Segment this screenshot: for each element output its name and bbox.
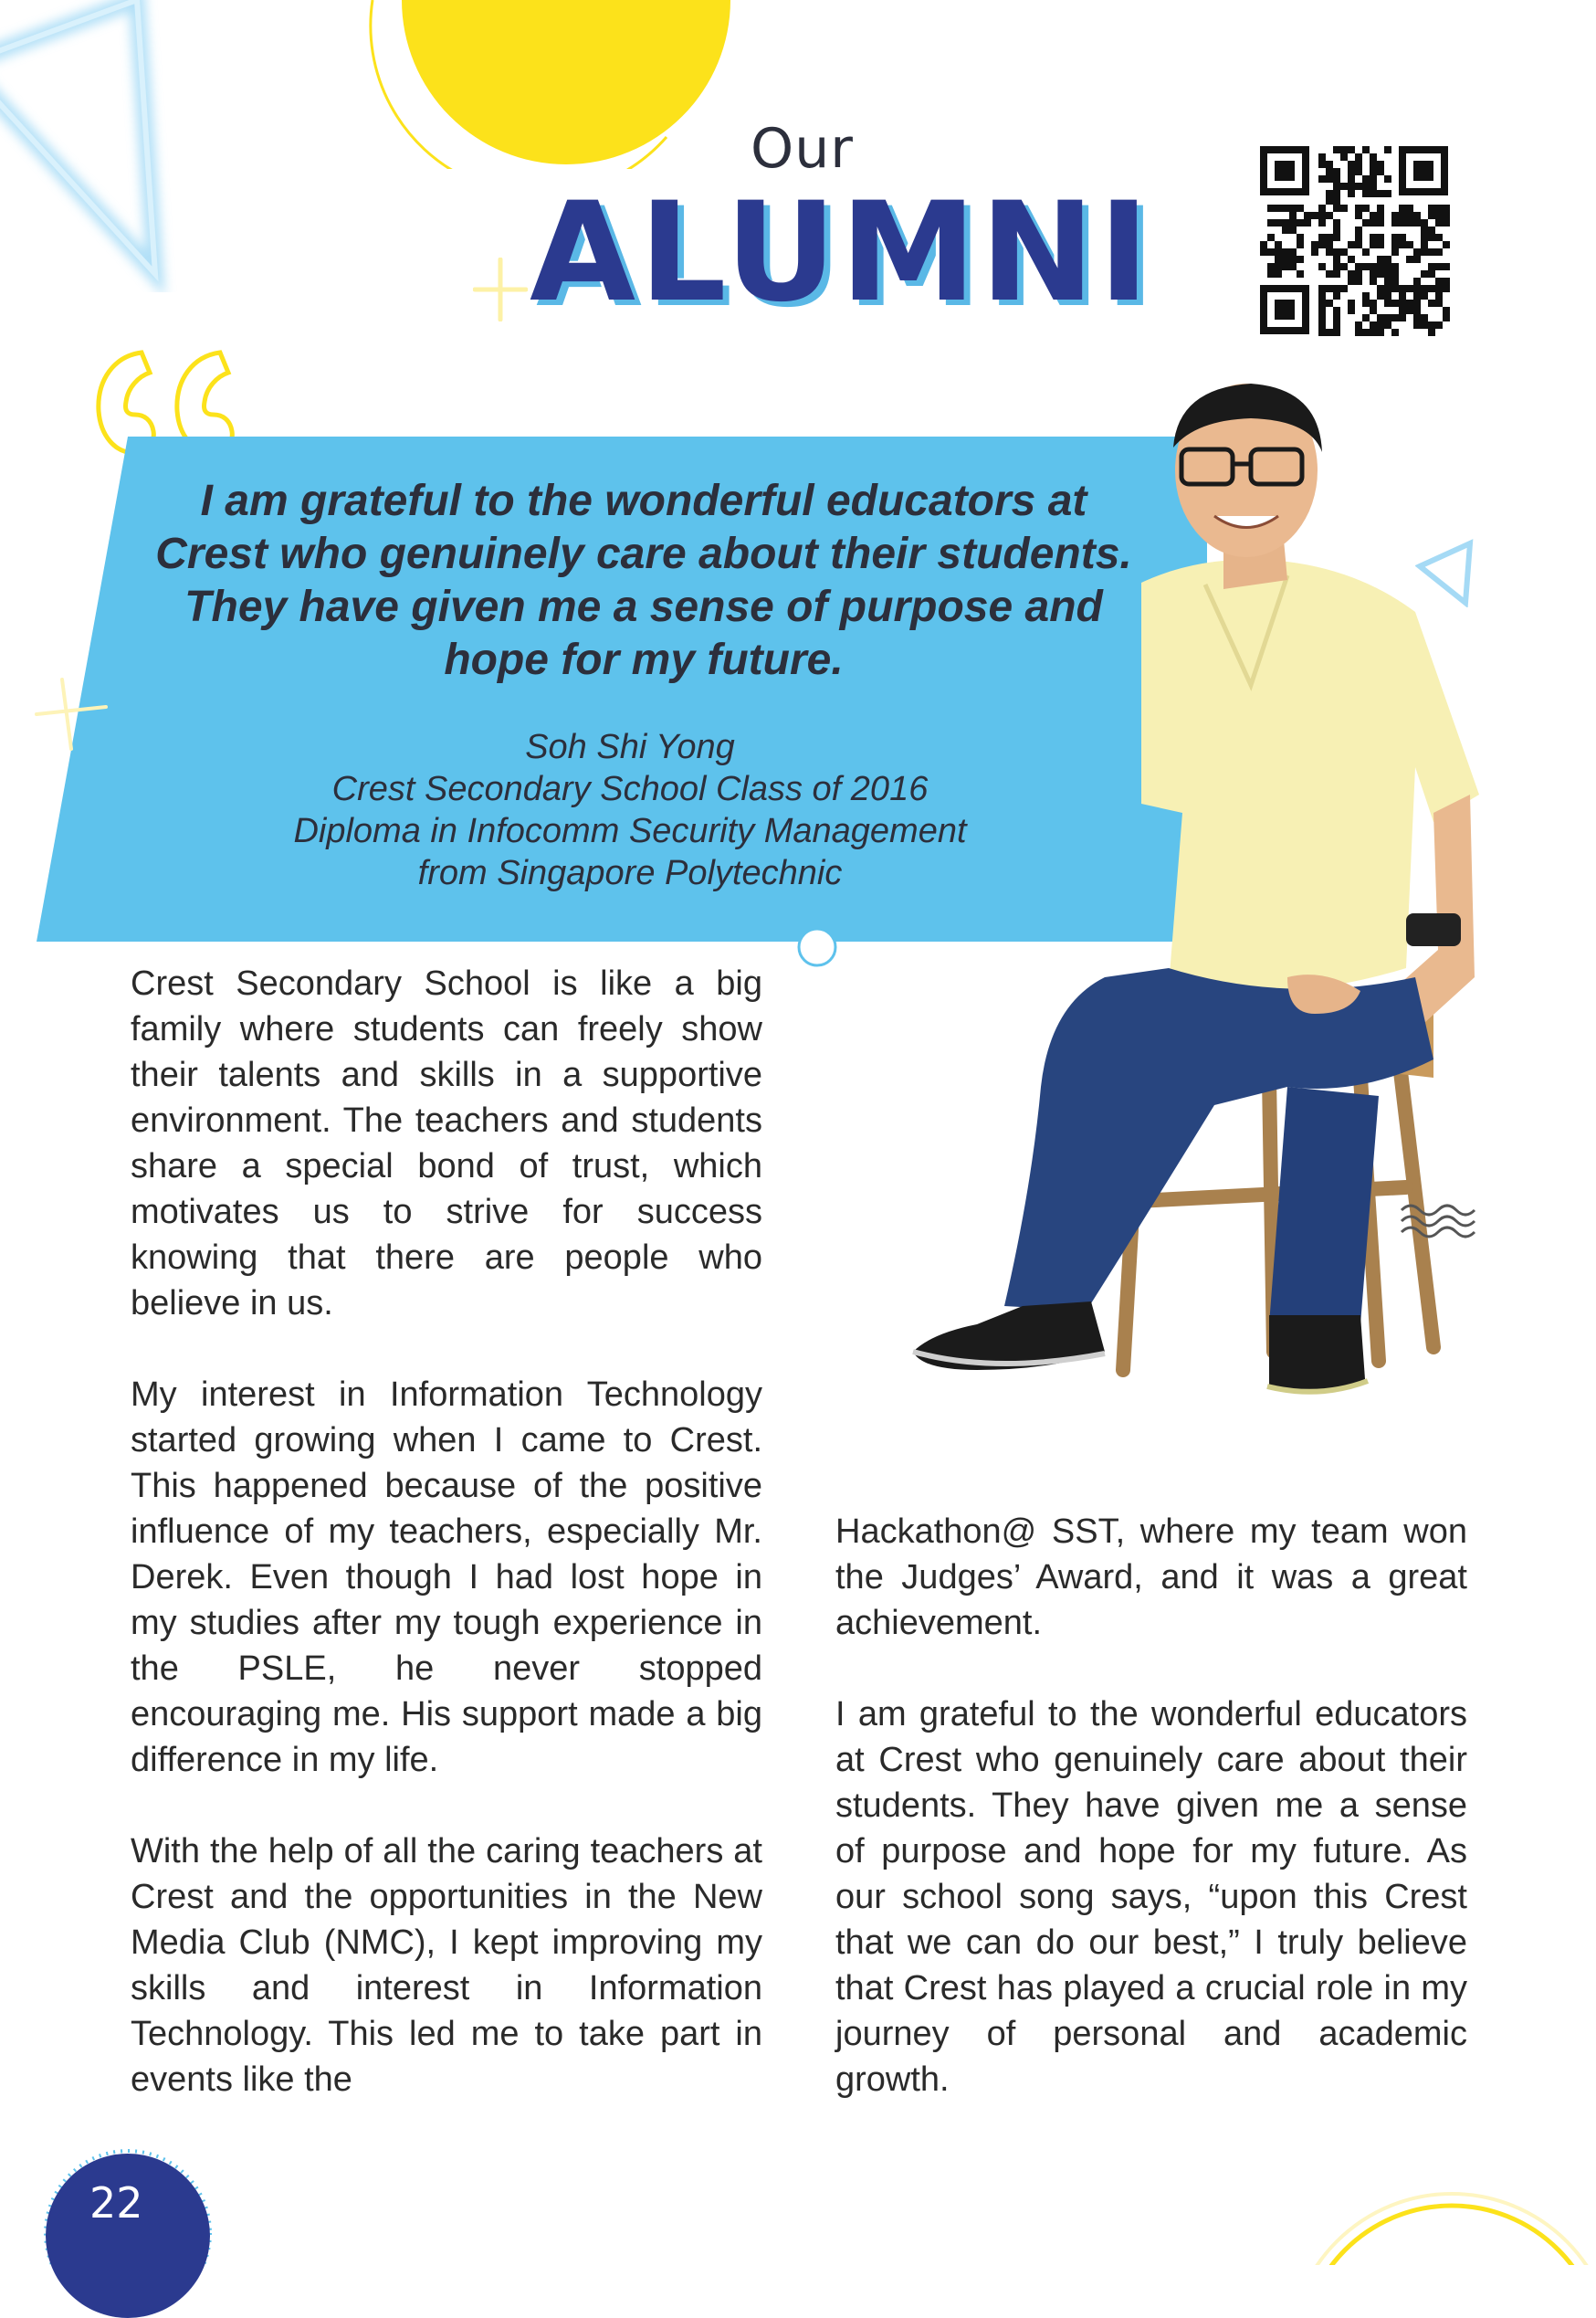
qr-module bbox=[1399, 314, 1406, 321]
qr-module bbox=[1413, 248, 1421, 256]
qr-module bbox=[1275, 270, 1282, 278]
qr-module bbox=[1333, 285, 1340, 292]
quote-line: They have given me a sense of purpose and bbox=[184, 583, 1103, 631]
qr-module bbox=[1413, 314, 1421, 321]
qr-module bbox=[1384, 263, 1391, 270]
qr-module bbox=[1428, 234, 1435, 241]
qr-module bbox=[1362, 292, 1370, 300]
qr-module bbox=[1267, 205, 1275, 212]
qr-module bbox=[1326, 300, 1333, 307]
qr-module bbox=[1435, 248, 1443, 256]
qr-module bbox=[1333, 263, 1340, 270]
qr-module bbox=[1318, 321, 1326, 329]
qr-module bbox=[1311, 248, 1318, 256]
qr-module bbox=[1370, 263, 1377, 270]
qr-module bbox=[1399, 292, 1406, 300]
qr-module bbox=[1318, 241, 1326, 248]
qr-module bbox=[1348, 146, 1355, 153]
qr-module bbox=[1348, 256, 1355, 263]
qr-module bbox=[1370, 190, 1377, 197]
qr-module bbox=[1421, 227, 1428, 234]
paragraph: Crest Secondary School is like a big family where students can freely show their talents and skills in a supportive environment. The teachers and students share a special bond of trust, which motivates us to strive for success knowing that there are people who believe in us. bbox=[131, 964, 762, 1322]
qr-module bbox=[1435, 212, 1443, 219]
qr-module bbox=[1413, 307, 1421, 314]
qr-code bbox=[1249, 135, 1459, 345]
qr-module bbox=[1318, 161, 1326, 168]
page-number: 22 bbox=[89, 2178, 143, 2228]
qr-module bbox=[1435, 292, 1443, 300]
qr-module bbox=[1384, 146, 1391, 153]
qr-module bbox=[1399, 307, 1406, 314]
qr-module bbox=[1304, 212, 1311, 219]
quote-line: I am grateful to the wonderful educators at bbox=[200, 477, 1087, 525]
qr-module bbox=[1275, 241, 1282, 248]
qr-module bbox=[1377, 241, 1384, 248]
qr-module bbox=[1428, 212, 1435, 219]
qr-module bbox=[1326, 212, 1333, 219]
qr-module bbox=[1326, 197, 1333, 205]
qr-module bbox=[1421, 241, 1428, 248]
qr-module bbox=[1435, 263, 1443, 270]
qr-module bbox=[1275, 256, 1282, 263]
qr-module bbox=[1406, 300, 1413, 307]
qr-module bbox=[1406, 219, 1413, 227]
qr-module bbox=[1297, 205, 1304, 212]
qr-module bbox=[1391, 285, 1399, 292]
qr-module bbox=[1435, 321, 1443, 329]
qr-module bbox=[1362, 314, 1370, 321]
qr-module bbox=[1370, 234, 1377, 241]
qr-module bbox=[1391, 300, 1399, 307]
qr-module bbox=[1406, 307, 1413, 314]
qr-module bbox=[1406, 205, 1413, 212]
qr-module bbox=[1289, 248, 1297, 256]
qr-module bbox=[1377, 329, 1384, 336]
qr-module bbox=[1421, 285, 1428, 292]
qr-module bbox=[1399, 212, 1406, 219]
qr-module bbox=[1362, 300, 1370, 307]
qr-module bbox=[1340, 248, 1348, 256]
qr-module bbox=[1340, 153, 1348, 161]
qr-module bbox=[1333, 175, 1340, 183]
quote-line: Crest who genuinely care about their students. bbox=[155, 530, 1132, 578]
qr-module bbox=[1370, 219, 1377, 227]
qr-module bbox=[1267, 234, 1275, 241]
qr-module bbox=[1297, 256, 1304, 263]
qr-module bbox=[1428, 227, 1435, 234]
qr-module bbox=[1318, 175, 1326, 183]
qr-module bbox=[1311, 212, 1318, 219]
qr-module bbox=[1318, 292, 1326, 300]
qr-module bbox=[1421, 234, 1428, 241]
qr-module bbox=[1370, 153, 1377, 161]
qr-module bbox=[1406, 285, 1413, 292]
qr-module bbox=[1326, 168, 1333, 175]
qr-module bbox=[1428, 248, 1435, 256]
qr-module bbox=[1377, 161, 1384, 168]
qr-module bbox=[1370, 307, 1377, 314]
qr-module bbox=[1399, 241, 1406, 248]
qr-module bbox=[1391, 241, 1399, 248]
qr-module bbox=[1297, 270, 1304, 278]
qr-module bbox=[1333, 270, 1340, 278]
qr-module bbox=[1355, 153, 1362, 161]
qr-module bbox=[1377, 321, 1384, 329]
qr-module bbox=[1399, 300, 1406, 307]
qr-module bbox=[1399, 285, 1406, 292]
qr-module bbox=[1428, 270, 1435, 278]
qr-module bbox=[1348, 270, 1355, 278]
qr-module bbox=[1333, 205, 1340, 212]
qr-module bbox=[1384, 314, 1391, 321]
qr-module bbox=[1370, 329, 1377, 336]
qr-module bbox=[1297, 219, 1304, 227]
qr-module bbox=[1428, 321, 1435, 329]
qr-module bbox=[1282, 263, 1289, 270]
qr-module bbox=[1333, 256, 1340, 263]
body-right-column bbox=[835, 1509, 1467, 2102]
qr-module bbox=[1391, 219, 1399, 227]
qr-module bbox=[1370, 212, 1377, 219]
qr-module bbox=[1370, 161, 1377, 168]
body-left-column bbox=[131, 961, 762, 2102]
sparkle-decoration-left bbox=[35, 678, 108, 751]
qr-module bbox=[1289, 263, 1297, 270]
qr-module bbox=[1326, 175, 1333, 183]
qr-module bbox=[1377, 234, 1384, 241]
qr-module bbox=[1318, 307, 1326, 314]
qr-module bbox=[1275, 219, 1282, 227]
qr-module bbox=[1355, 168, 1362, 175]
qr-module bbox=[1333, 292, 1340, 300]
qr-module bbox=[1355, 321, 1362, 329]
qr-module bbox=[1377, 190, 1384, 197]
qr-module bbox=[1355, 227, 1362, 234]
qr-module bbox=[1377, 285, 1384, 292]
qr-module bbox=[1355, 278, 1362, 285]
qr-module bbox=[1318, 263, 1326, 270]
qr-module bbox=[1399, 205, 1406, 212]
triangle-decoration-small bbox=[1415, 539, 1479, 607]
qr-module bbox=[1326, 161, 1333, 168]
qr-module bbox=[1355, 263, 1362, 270]
qr-module bbox=[1340, 146, 1348, 153]
qr-module bbox=[1326, 270, 1333, 278]
qr-module bbox=[1384, 256, 1391, 263]
qr-module bbox=[1282, 248, 1289, 256]
qr-module bbox=[1275, 248, 1282, 256]
qr-module bbox=[1399, 219, 1406, 227]
qr-module bbox=[1289, 219, 1297, 227]
qr-module bbox=[1282, 219, 1289, 227]
qr-module bbox=[1435, 300, 1443, 307]
qr-module bbox=[1413, 321, 1421, 329]
qr-module bbox=[1443, 219, 1450, 227]
qr-module bbox=[1289, 205, 1297, 212]
qr-module bbox=[1282, 205, 1289, 212]
qr-module bbox=[1355, 270, 1362, 278]
sparkle-decoration-top bbox=[473, 258, 528, 321]
qr-module bbox=[1391, 314, 1399, 321]
alumni-institution: from Singapore Polytechnic bbox=[417, 854, 843, 892]
qr-module bbox=[1443, 241, 1450, 248]
wave-decoration bbox=[1397, 1196, 1488, 1242]
qr-module bbox=[1289, 227, 1297, 234]
qr-module bbox=[1377, 314, 1384, 321]
qr-module bbox=[1413, 278, 1421, 285]
qr-module bbox=[1355, 212, 1362, 219]
qr-module bbox=[1362, 183, 1370, 190]
qr-module bbox=[1391, 248, 1399, 256]
qr-module bbox=[1333, 197, 1340, 205]
qr-module bbox=[1326, 190, 1333, 197]
qr-module bbox=[1377, 168, 1384, 175]
qr-module bbox=[1421, 292, 1428, 300]
paragraph: With the help of all the caring teachers at Crest and the opportunities in the New Media Club (NMC), I kept improving my skills and interest in Information Technology. This led me to take part in events like the bbox=[131, 1832, 762, 2099]
qr-module bbox=[1421, 219, 1428, 227]
qr-module bbox=[1297, 234, 1304, 241]
quote-line: hope for my future. bbox=[444, 636, 844, 684]
qr-module bbox=[1377, 219, 1384, 227]
qr-module bbox=[1318, 314, 1326, 321]
alumni-diploma: Diploma in Infocomm Security Management bbox=[293, 812, 967, 850]
qr-module bbox=[1428, 300, 1435, 307]
qr-module bbox=[1413, 292, 1421, 300]
qr-module bbox=[1391, 263, 1399, 270]
qr-module bbox=[1384, 175, 1391, 183]
qr-module bbox=[1333, 248, 1340, 256]
qr-module bbox=[1413, 219, 1421, 227]
qr-module bbox=[1435, 234, 1443, 241]
qr-module bbox=[1421, 248, 1428, 256]
triangle-decoration-large bbox=[0, 0, 183, 292]
qr-module bbox=[1391, 234, 1399, 241]
qr-module bbox=[1267, 263, 1275, 270]
qr-module bbox=[1326, 285, 1333, 292]
qr-module bbox=[1362, 329, 1370, 336]
qr-module bbox=[1370, 183, 1377, 190]
qr-module bbox=[1333, 168, 1340, 175]
qr-module bbox=[1399, 234, 1406, 241]
alumni-class: Crest Secondary School Class of 2016 bbox=[331, 770, 929, 808]
qr-module bbox=[1384, 270, 1391, 278]
qr-module bbox=[1377, 263, 1384, 270]
qr-module bbox=[1370, 175, 1377, 183]
qr-module bbox=[1333, 321, 1340, 329]
qr-module bbox=[1318, 329, 1326, 336]
qr-module bbox=[1443, 263, 1450, 270]
qr-module bbox=[1406, 241, 1413, 248]
qr-module bbox=[1318, 205, 1326, 212]
qr-module bbox=[1384, 292, 1391, 300]
qr-module bbox=[1275, 263, 1282, 270]
qr-module bbox=[1267, 248, 1275, 256]
qr-module bbox=[1406, 256, 1413, 263]
qr-module bbox=[1333, 314, 1340, 321]
qr-module bbox=[1348, 241, 1355, 248]
qr-module bbox=[1348, 168, 1355, 175]
qr-module bbox=[1391, 270, 1399, 278]
qr-module bbox=[1318, 234, 1326, 241]
qr-module bbox=[1355, 329, 1362, 336]
qr-module bbox=[1435, 278, 1443, 285]
qr-module bbox=[1384, 300, 1391, 307]
qr-module bbox=[1340, 205, 1348, 212]
qr-module bbox=[1333, 183, 1340, 190]
qr-module bbox=[1260, 248, 1267, 256]
qr-module bbox=[1391, 278, 1399, 285]
qr-module bbox=[1384, 278, 1391, 285]
qr-module bbox=[1282, 256, 1289, 263]
qr-module bbox=[1318, 153, 1326, 161]
qr-module bbox=[1384, 321, 1391, 329]
qr-module bbox=[1443, 205, 1450, 212]
qr-module bbox=[1340, 263, 1348, 270]
qr-module bbox=[1318, 212, 1326, 219]
qr-module bbox=[1443, 314, 1450, 321]
qr-module bbox=[1391, 212, 1399, 219]
qr-module bbox=[1370, 168, 1377, 175]
qr-module bbox=[1326, 234, 1333, 241]
qr-module bbox=[1406, 212, 1413, 219]
qr-module bbox=[1318, 285, 1326, 292]
qr-module bbox=[1267, 270, 1275, 278]
qr-module bbox=[1348, 175, 1355, 183]
qr-module bbox=[1377, 270, 1384, 278]
qr-module bbox=[1333, 227, 1340, 234]
qr-module bbox=[1443, 285, 1450, 292]
qr-module bbox=[1348, 190, 1355, 197]
qr-module bbox=[1326, 241, 1333, 248]
qr-module bbox=[1428, 285, 1435, 292]
title-alumni: ALUMNI bbox=[530, 174, 1153, 332]
alumni-name: Soh Shi Yong bbox=[525, 728, 735, 766]
qr-module bbox=[1370, 321, 1377, 329]
qr-module bbox=[1384, 190, 1391, 197]
qr-module bbox=[1370, 241, 1377, 248]
qr-module bbox=[1428, 329, 1435, 336]
yellow-circle-decoration bbox=[365, 0, 730, 169]
qr-module bbox=[1333, 234, 1340, 241]
qr-module bbox=[1362, 146, 1370, 153]
qr-module bbox=[1377, 212, 1384, 219]
qr-module bbox=[1391, 329, 1399, 336]
qr-module bbox=[1318, 300, 1326, 307]
qr-module bbox=[1348, 161, 1355, 168]
qr-module bbox=[1435, 205, 1443, 212]
qr-module bbox=[1443, 278, 1450, 285]
qr-module bbox=[1370, 278, 1377, 285]
qr-module bbox=[1267, 219, 1275, 227]
qr-module bbox=[1326, 329, 1333, 336]
qr-module bbox=[1435, 285, 1443, 292]
qr-module bbox=[1326, 248, 1333, 256]
qr-module bbox=[1289, 212, 1297, 219]
qr-module bbox=[1413, 285, 1421, 292]
title-our: Our bbox=[751, 117, 854, 181]
qr-module bbox=[1289, 256, 1297, 263]
qr-module bbox=[1362, 190, 1370, 197]
qr-module bbox=[1340, 285, 1348, 292]
qr-module bbox=[1362, 175, 1370, 183]
qr-module bbox=[1355, 183, 1362, 190]
paragraph: I am grateful to the wonderful educators at Crest who genuinely care about their students. They have given me a sense of purpose and hope for my future. As our school song says, “upon this Crest that we can do our best,” I truly believe that Crest has played a crucial role in my journey of personal and academic growth. bbox=[835, 1695, 1467, 2099]
qr-module bbox=[1443, 212, 1450, 219]
qr-module bbox=[1362, 248, 1370, 256]
qr-module bbox=[1435, 219, 1443, 227]
qr-module bbox=[1421, 321, 1428, 329]
qr-module bbox=[1311, 241, 1318, 248]
qr-module bbox=[1362, 219, 1370, 227]
qr-module bbox=[1377, 292, 1384, 300]
qr-module bbox=[1275, 205, 1282, 212]
qr-module bbox=[1413, 212, 1421, 219]
qr-module bbox=[1362, 263, 1370, 270]
qr-module bbox=[1348, 307, 1355, 314]
qr-module bbox=[1260, 241, 1267, 248]
qr-module bbox=[1348, 183, 1355, 190]
qr-module bbox=[1362, 205, 1370, 212]
qr-module bbox=[1304, 219, 1311, 227]
qr-module bbox=[1428, 205, 1435, 212]
qr-module bbox=[1333, 329, 1340, 336]
qr-module bbox=[1333, 307, 1340, 314]
qr-module bbox=[1413, 256, 1421, 263]
qr-module bbox=[1297, 241, 1304, 248]
qr-module bbox=[1377, 205, 1384, 212]
qr-module bbox=[1443, 307, 1450, 314]
qr-module bbox=[1377, 256, 1384, 263]
qr-module bbox=[1355, 161, 1362, 168]
qr-module bbox=[1428, 263, 1435, 270]
qr-module bbox=[1421, 314, 1428, 321]
qr-module bbox=[1333, 219, 1340, 227]
qr-module bbox=[1340, 183, 1348, 190]
qr-module bbox=[1384, 285, 1391, 292]
paragraph: My interest in Information Technology started growing when I came to Crest. This happened because of the positive influence of my teachers, especially Mr. Derek. Even though I had lost hope in my studies after my tough experience in the PSLE, he never stopped encouraging me. His support made a big difference in my life. bbox=[131, 1375, 762, 1779]
paragraph: Hackathon@ SST, where my team won the Judges’ Award, and it was a great achievement. bbox=[835, 1512, 1467, 1642]
qr-module bbox=[1282, 227, 1289, 234]
qr-module bbox=[1355, 234, 1362, 241]
alumni-photo bbox=[776, 384, 1488, 1493]
qr-module bbox=[1355, 205, 1362, 212]
qr-module bbox=[1413, 300, 1421, 307]
qr-module bbox=[1348, 300, 1355, 307]
qr-module bbox=[1318, 219, 1326, 227]
qr-module bbox=[1421, 270, 1428, 278]
yellow-ring-decoration bbox=[1297, 2183, 1596, 2265]
qr-module bbox=[1348, 278, 1355, 285]
qr-module bbox=[1333, 190, 1340, 197]
qr-module bbox=[1333, 146, 1340, 153]
qr-module bbox=[1370, 270, 1377, 278]
qr-module bbox=[1370, 300, 1377, 307]
qr-module bbox=[1355, 241, 1362, 248]
